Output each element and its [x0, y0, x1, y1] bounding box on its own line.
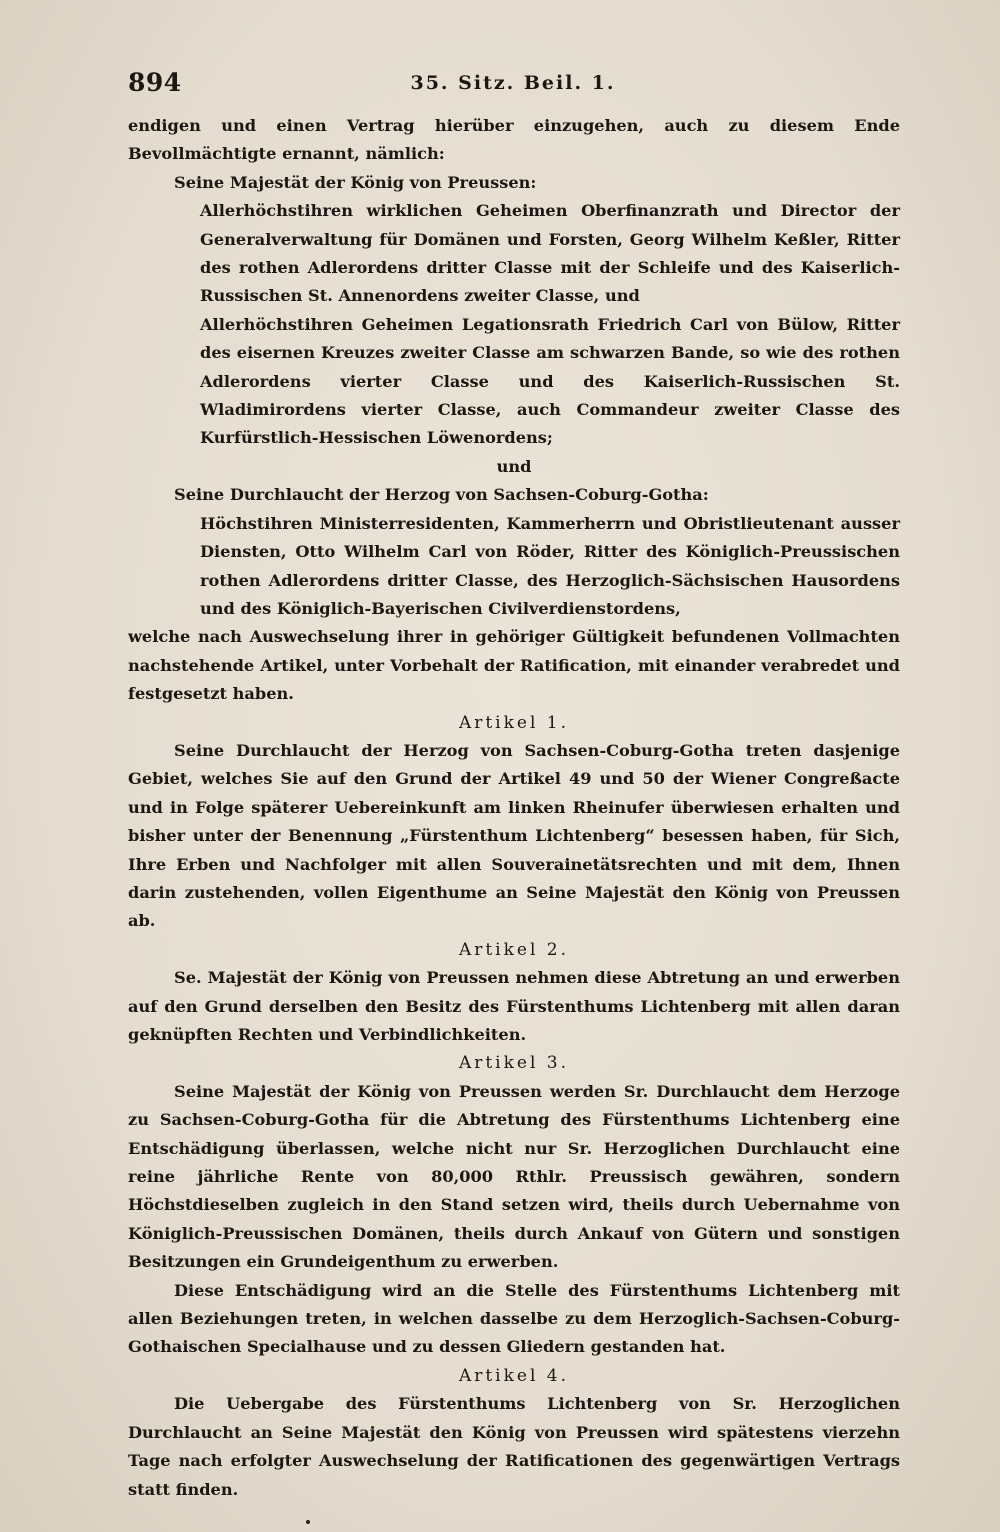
- ink-speck: [306, 1520, 310, 1524]
- article-3-title: Artikel 3.: [458, 1053, 570, 1074]
- article-4-text: Die Uebergabe des Fürstenthums Lichtenberg von Sr. Herzoglichen Durchlaucht an Seine Majestät den König von Preussen wird spätestens vierzehn Tage nach erfolgter Auswechselung der Ratificationen des gegenwärtigen Vertrags statt finden.: [128, 1394, 900, 1499]
- page-header: [128, 68, 898, 102]
- article-3-text-2: Diese Entschädigung wird an die Stelle des Fürstenthums Lichtenberg mit allen Beziehungen treten, in welchen dasselbe zu dem Herzoglich-Sachsen-Coburg-Gothaischen Specialhause und zu dessen Gliedern gestanden hat.: [128, 1280, 900, 1357]
- page-number: 894: [128, 68, 182, 97]
- article-2-text: Se. Majestät der König von Preussen nehmen diese Abtretung an und erwerben auf den Grund derselben den Besitz des Fürstenthums Lichtenberg mit allen daran geknüpften Rechten und Verbindlichkeiten.: [128, 968, 900, 1044]
- coburg-delegate: Höchstihren Ministerresidenten, Kammerherrn und Obristlieutenant ausser Diensten, Otto Wilhelm Carl von Röder, Ritter des Königlich-Preussischen rothen Adlerordens dritter Classe, des Herzoglich-Sächsischen Hausordens und des Königlich-Bayerischen Civilverdienstordens,: [200, 513, 900, 618]
- conjunction-und: und: [496, 456, 532, 476]
- article-1-title: Artikel 1.: [458, 712, 570, 733]
- running-head: 35. Sitz. Beil. 1.: [410, 72, 616, 94]
- prussia-heading: Seine Majestät der König von Preussen:: [174, 172, 537, 192]
- article-4-title: Artikel 4.: [458, 1365, 570, 1386]
- article-3-text-1: Seine Majestät der König von Preussen werden Sr. Durchlaucht dem Herzoge zu Sachsen-Coburg-Gotha für die Abtretung des Fürstenthums Lichtenberg eine Entschädigung überlassen, welche nicht nur Sr. Herzoglichen Durchlaucht eine reine jährliche Rente von 80,000 Rthlr. Preussisch gewähren, sondern Höchstdieselben zugleich in den Stand setzen wird, theils durch Uebernahme von Königlich-Preussischen Domänen, theils durch Ankauf von Gütern und sonstigen Besitzungen ein Grundeigenthum zu erwerben.: [128, 1081, 900, 1272]
- article-1-text: Seine Durchlaucht der Herzog von Sachsen-Coburg-Gotha treten dasjenige Gebiet, welches Sie auf den Grund der Artikel 49 und 50 der Wiener Congreßacte und in Folge späterer Uebereinkunft am linken Rheinufer überwiesen erhalten und bisher unter der Benennung „Fürstenthum Lichtenberg“ besessen haben, für Sich, Ihre Erben und Nachfolger mit allen Souverainetätsrechten und mit dem, Ihnen darin zustehenden, vollen Eigenthume an Seine Majestät den König von Preussen ab.: [128, 740, 900, 931]
- agreement-paragraph: welche nach Auswechselung ihrer in gehöriger Gültigkeit befundenen Vollmachten nachstehende Artikel, unter Vorbehalt der Ratification, mit einander verabredet und festgesetzt haben.: [128, 627, 900, 704]
- article-2-title: Artikel 2.: [458, 939, 570, 960]
- prussia-delegate-2: Allerhöchstihren Geheimen Legationsrath Friedrich Carl von Bülow, Ritter des eisernen Kreuzes zweiter Classe am schwarzen Bande, so wie des rothen Adlerordens vierter Classe und des Kaiserlich-Russischen St. Wladimirordens vierter Classe, auch Commandeur zweiter Classe des Kurfürstlich-Hessischen Löwenordens;: [200, 314, 900, 448]
- prussia-delegate-1: Allerhöchstihren wirklichen Geheimen Oberfinanzrath und Director der Generalverwaltung für Domänen und Forsten, Georg Wilhelm Keßler, Ritter des rothen Adlerordens dritter Classe mit der Schleife und des Kaiserlich-Russischen St. Annenordens zweiter Classe, und: [200, 201, 900, 306]
- intro-paragraph: endigen und einen Vertrag hierüber einzugehen, auch zu diesem Ende Bevollmächtigte ernannt, nämlich:: [128, 116, 900, 164]
- document-body: [128, 112, 900, 1504]
- coburg-heading: Seine Durchlaucht der Herzog von Sachsen-Coburg-Gotha:: [174, 485, 709, 505]
